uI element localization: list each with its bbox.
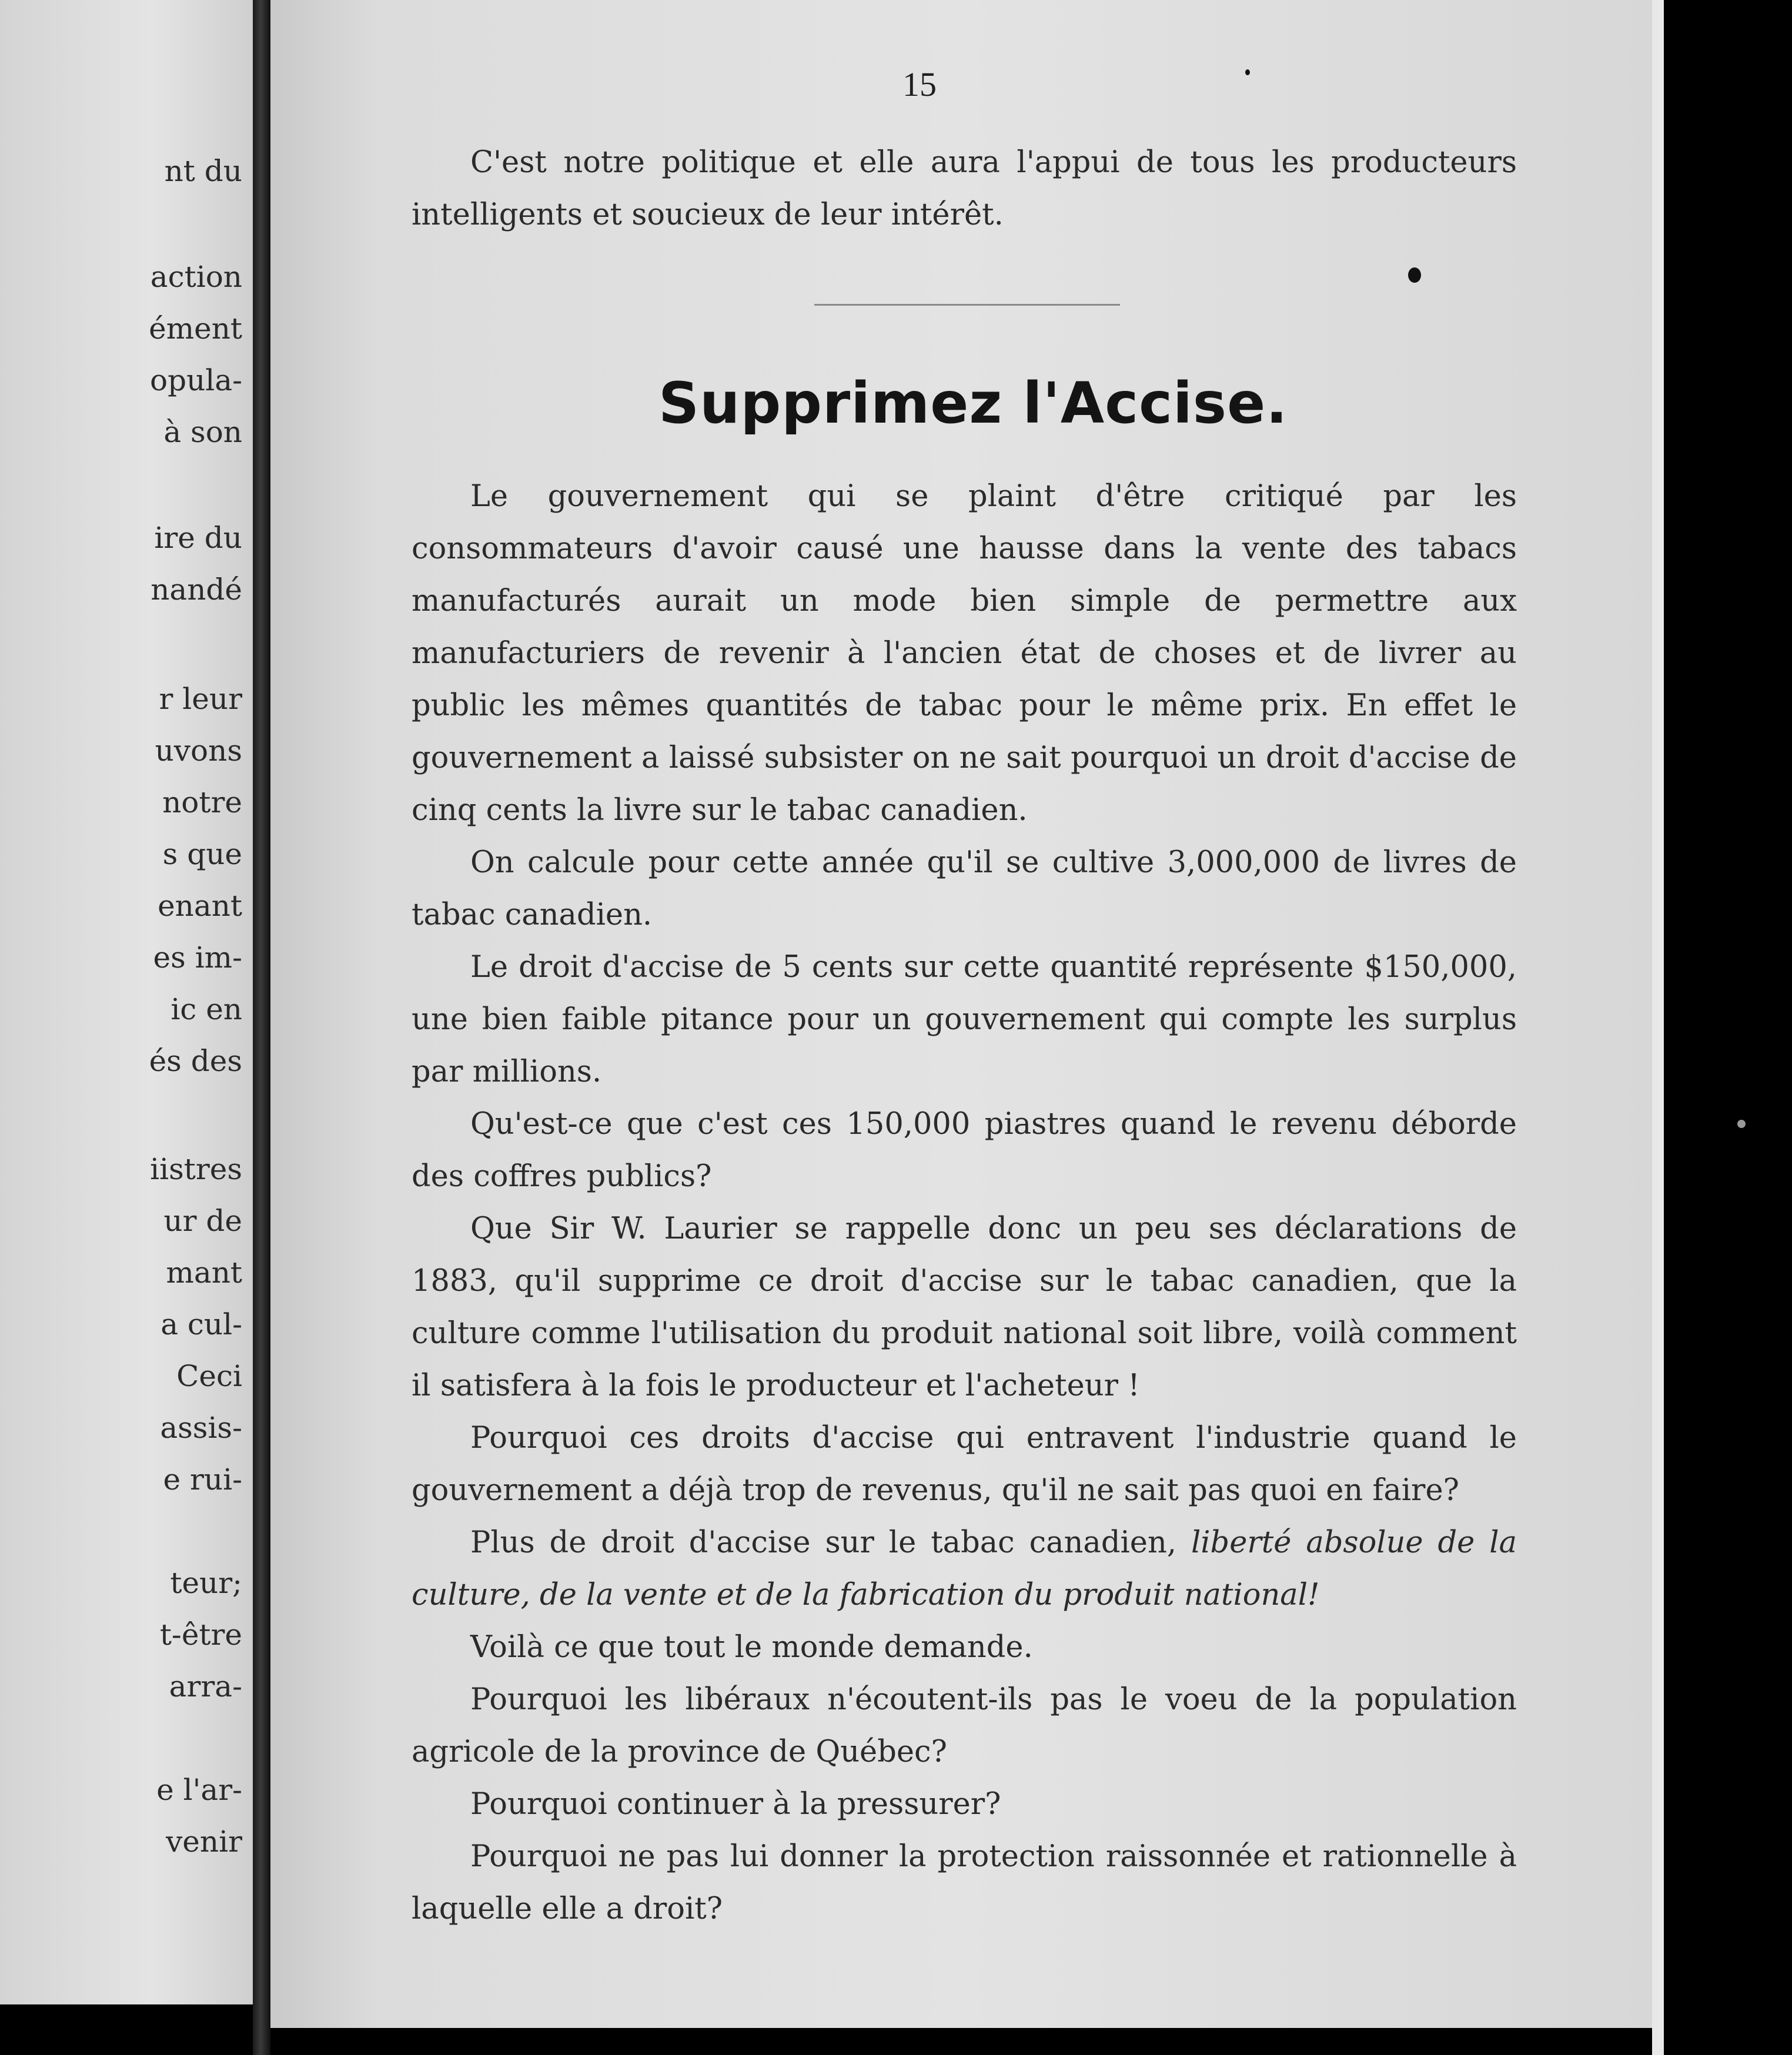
- section-heading: Supprimez l'Accise.: [658, 370, 1288, 436]
- left-page-fragment: nandé: [151, 573, 242, 607]
- left-page-fragment: e rui-: [163, 1462, 242, 1497]
- left-page-fragment: a cul-: [161, 1307, 242, 1341]
- left-page-fragment: arra-: [169, 1669, 242, 1703]
- paragraph-1-text: Le gouvernement qui se plaint d'être critiqué par les consommateurs d'avoir causé une hausse dans la vente des tabacs manufacturés aurait un mode bien simple de permettre aux manufacturiers de revenir à l'ancien état de choses et de livrer au public les mêmes quantités de tabac pour le même prix. En effet le gouvernement a laissé subsister on ne sait pourquoi un droit d'accise de cinq cents la livre sur le tabac canadien.: [412, 479, 1517, 828]
- paragraph-2: [412, 836, 1517, 941]
- left-page-fragment: es im-: [153, 941, 242, 975]
- left-page-fragment: r leur: [159, 682, 242, 716]
- paragraph-2-text: On calcule pour cette année qu'il se cultive 3,000,000 de livres de tabac canadien.: [412, 845, 1517, 932]
- paragraph-8-text: Voilà ce que tout le monde demande.: [470, 1630, 1033, 1665]
- paragraph-8: [412, 1621, 1517, 1674]
- left-facing-page: [0, 0, 253, 2004]
- ink-speck: [1245, 69, 1250, 75]
- paragraph-11: [412, 1830, 1517, 1935]
- left-page-fragment: ur de: [163, 1204, 242, 1238]
- left-page-fragment: iistres: [150, 1152, 242, 1186]
- paragraph-7: [412, 1517, 1517, 1621]
- page-number: 15: [902, 65, 937, 103]
- left-page-fragment: uvons: [155, 734, 242, 768]
- paragraph-4-text: Qu'est-ce que c'est ces 150,000 piastres quand le revenu déborde des coffres publics?: [412, 1107, 1517, 1194]
- left-page-fragment: à son: [163, 415, 242, 449]
- paragraph-10: [412, 1778, 1517, 1830]
- left-page-fragment: enant: [158, 889, 242, 923]
- left-page-fragment: opula-: [149, 363, 242, 397]
- left-page-fragment: e l'ar-: [156, 1773, 242, 1807]
- left-page-fragment: Ceci: [176, 1359, 242, 1393]
- left-page-fragment: venir: [166, 1825, 242, 1859]
- intro-paragraph: [412, 136, 1517, 241]
- left-page-fragment: és des: [149, 1044, 242, 1078]
- paragraph-4: [412, 1098, 1517, 1203]
- paragraph-7-text: Plus de droit d'accise sur le tabac canadien,: [470, 1525, 1177, 1560]
- book-gutter: [253, 0, 270, 2055]
- paragraph-5: [412, 1203, 1517, 1412]
- paragraph-3-text: Le droit d'accise de 5 cents sur cette quantité représente $150,000, une bien faible pitance pour un gouvernement qui compte les surplus par millions.: [412, 950, 1517, 1089]
- left-page-fragment: assis-: [160, 1411, 242, 1445]
- ink-speck: [1737, 1120, 1746, 1128]
- paragraph-9: [412, 1674, 1517, 1778]
- left-page-fragment: s que: [162, 837, 242, 871]
- paragraph-10-text: Pourquoi continuer à la pressurer?: [470, 1787, 1001, 1822]
- left-page-fragment: mant: [166, 1256, 242, 1290]
- left-page-fragment: nt du: [164, 154, 242, 188]
- paragraph-3: [412, 941, 1517, 1098]
- left-page-fragment: ire du: [154, 521, 242, 555]
- ink-speck: [1408, 267, 1421, 283]
- section-divider: [814, 304, 1120, 306]
- page-edge: [1652, 0, 1664, 2055]
- left-page-fragment: action: [150, 260, 242, 294]
- left-page-fragment: teur;: [170, 1566, 242, 1600]
- paragraph-11-text: Pourquoi ne pas lui donner la protection raissonnée et rationnelle à laquelle elle a droit?: [412, 1839, 1517, 1926]
- intro-text: C'est notre politique et elle aura l'appui de tous les producteurs intelligents et soucieux de leur intérêt.: [412, 145, 1517, 232]
- paragraph-6: [412, 1412, 1517, 1517]
- paragraph-5-text: Que Sir W. Laurier se rappelle donc un peu ses déclarations de 1883, qu'il supprime ce droit d'accise sur le tabac canadien, que la culture comme l'utilisation du produit national soit libre, voilà comment il satisfera à la fois le producteur et l'acheteur !: [412, 1211, 1517, 1403]
- left-page-fragment: ic en: [170, 992, 242, 1026]
- paragraph-9-text: Pourquoi les libéraux n'écoutent-ils pas le voeu de la population agricole de la province de Québec?: [412, 1682, 1517, 1769]
- left-page-fragment: notre: [162, 785, 242, 819]
- paragraph-1: [412, 470, 1517, 836]
- left-page-fragment: t-être: [159, 1618, 242, 1652]
- paragraph-7-italic-text: liberté absolue de la culture, de la vente et de la fabrication du produit national!: [412, 1525, 1517, 1612]
- paragraph-6-text: Pourquoi ces droits d'accise qui entravent l'industrie quand le gouvernement a déjà trop de revenus, qu'il ne sait pas quoi en faire?: [412, 1421, 1517, 1508]
- left-page-fragment: ément: [149, 312, 242, 346]
